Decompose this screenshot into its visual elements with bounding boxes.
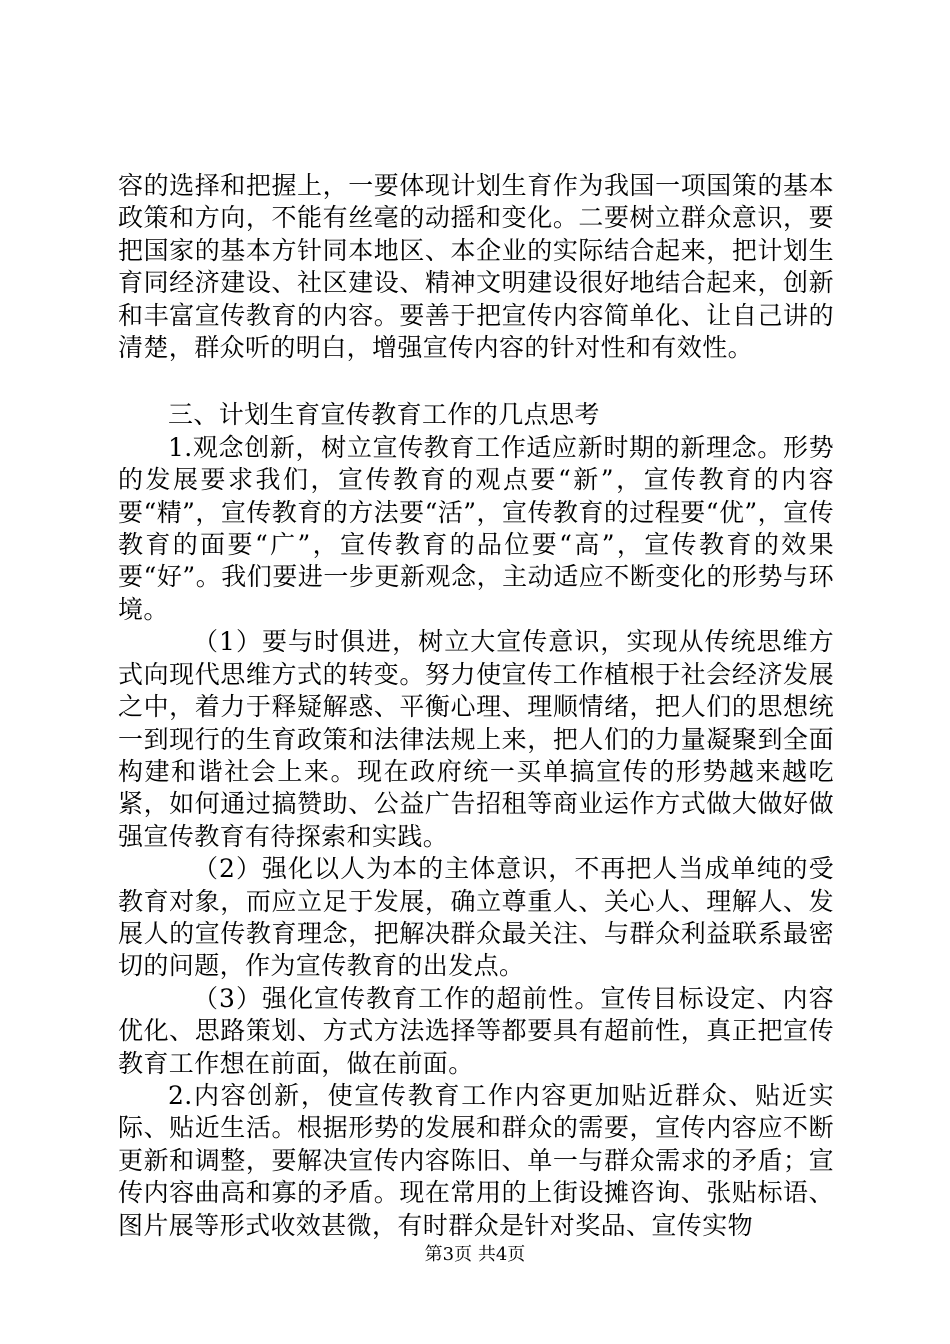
- paragraph-content-innovation: 2.内容创新，使宣传教育工作内容更加贴近群众、贴近实际、贴近生活。根据形势的发展和群众的需要，宣传内容应不断更新和调整，要解决宣传内容陈旧、单一与群众需求的矛盾；宣传内容曲高和寡的矛盾。现在常用的上街设摊咨询、张贴标语、图片展等形式收效甚微，有时群众是针对奖品、宣传实物: [118, 1080, 834, 1240]
- paragraph-continuation: 容的选择和把握上，一要体现计划生育作为我国一项国策的基本政策和方向，不能有丝毫的动摇和变化。二要树立群众意识，要把国家的基本方针同本地区、本企业的实际结合起来，把计划生育同经济建设、社区建设、精神文明建设很好地结合起来，创新和丰富宣传教育的内容。要善于把宣传内容简单化、让自己讲的清楚，群众听的明白，增强宣传内容的针对性和有效性。: [118, 171, 834, 363]
- document-body: [118, 170, 834, 1242]
- paragraph-gap: [118, 364, 834, 399]
- section-heading: 三、计划生育宣传教育工作的几点思考: [168, 400, 600, 430]
- paragraph-item-2: （2）强化以人为本的主体意识，不再把人当成单纯的受教育对象，而应立足于发展，确立尊重人、关心人、理解人、发展人的宣传教育理念，把解决群众最关注、与群众利益联系最密切的问题，作为宣传教育的出发点。: [118, 854, 834, 981]
- page-footer: 第3页 共4页: [424, 1244, 526, 1265]
- paragraph-concept-innovation: 1.观念创新，树立宣传教育工作适应新时期的新理念。形势的发展要求我们，宣传教育的观点要“新”，宣传教育的内容要“精”，宣传教育的方法要“活”，宣传教育的过程要“优”，宣传教育的面要“广”，宣传教育的品位要“高”，宣传教育的效果要“好”。我们要进一步更新观念，主动适应不断变化的形势与环境。: [118, 432, 834, 624]
- paragraph-item-3: （3）强化宣传教育工作的超前性。宣传目标设定、内容优化、思路策划、方式方法选择等都要具有超前性，真正把宣传教育工作想在前面，做在前面。: [118, 983, 834, 1078]
- paragraph-item-1: （1）要与时俱进，树立大宣传意识，实现从传统思维方式向现代思维方式的转变。努力使宣传工作植根于社会经济发展之中，着力于释疑解惑、平衡心理、理顺情绪，把人们的思想统一到现行的生育政策和法律法规上来，把人们的力量凝聚到全面构建和谐社会上来。现在政府统一买单搞宣传的形势越来越吃紧，如何通过搞赞助、公益广告招租等商业运作方式做大做好做强宣传教育有待探索和实践。: [118, 627, 834, 851]
